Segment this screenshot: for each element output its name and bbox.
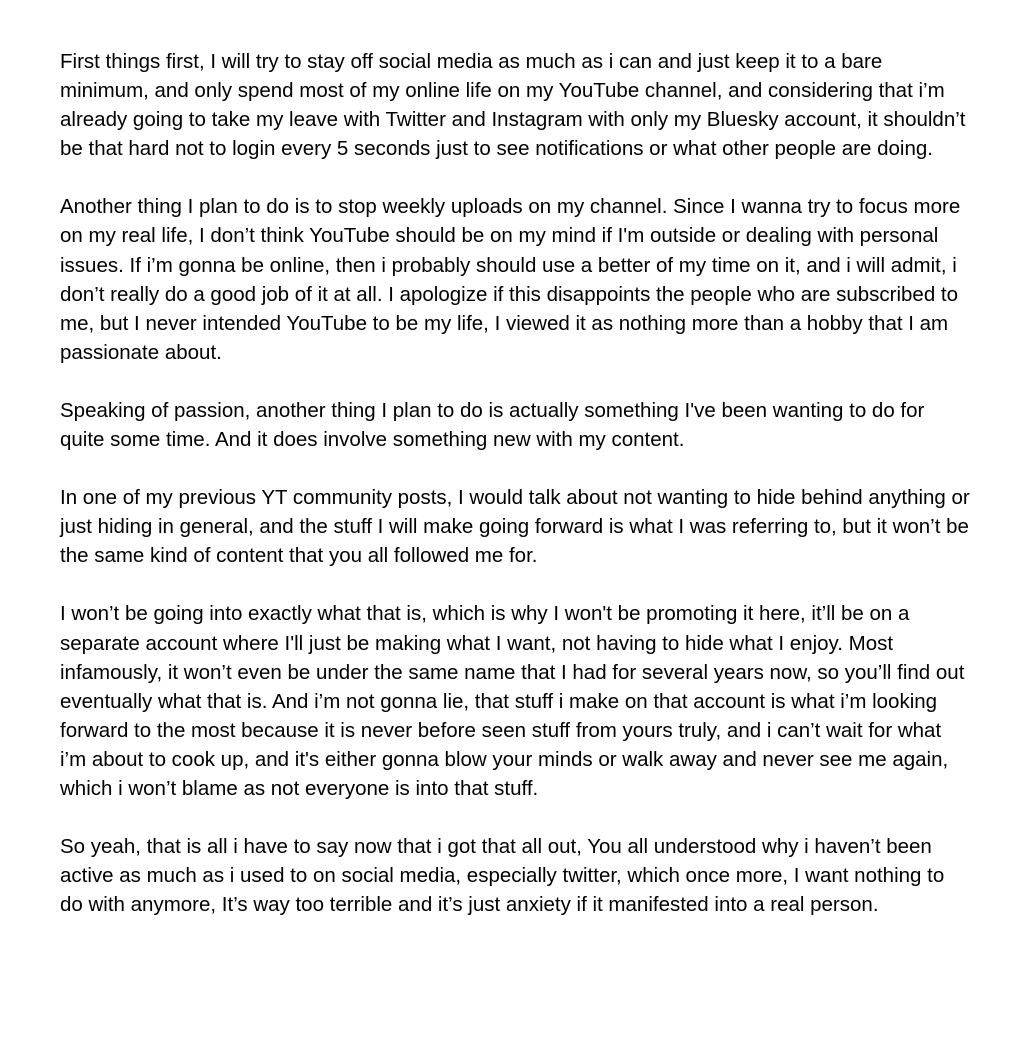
paragraph-weekly-uploads: Another thing I plan to do is to stop weekly uploads on my channel. Since I wanna try to focus more on my real life, I don’t think YouTube should be on my mind if I'm outside or dealing with personal issues. If i’m gonna be online, then i probably should use a better of my time on it, and i will admit, i don’t really do a good job of it at all. I apologize if this disappoints the people who are subscribed to me, but I never intended YouTube to be my life, I viewed it as nothing more than a hobby that I am passionate about. [60,195,961,364]
paragraph-community-posts: In one of my previous YT community posts, I would talk about not wanting to hide behind anything or just hiding in general, and the stuff I will make going forward is what I was referring to, but it won’t be the same kind of content that you all followed me for. [60,486,970,568]
paragraph-closing-note: So yeah, that is all i have to say now that i got that all out, You all understood why i haven’t been active as much as i used to on social media, especially twitter, which once more, I want nothing to do with anymore, It’s way too terrible and it’s just anxiety if it manifested into a real person. [60,835,945,917]
document-body [60,47,972,919]
paragraph-separate-account: I won’t be going into exactly what that is, which is why I won't be promoting it here, it’ll be on a separate account where I'll just be making what I want, not having to hide what I enjoy. Most infamously, it won’t even be under the same name that I had for several years now, so you’ll find out eventually what that is. And i’m not gonna lie, that stuff i make on that account is what i’m looking forward to the most because it is never before seen stuff from yours truly, and i can’t wait for what i’m about to cook up, and it's either gonna blow your minds or walk away and never see me again, which i won’t blame as not everyone is into that stuff. [60,602,965,800]
paragraph-social-media: First things first, I will try to stay off social media as much as i can and just keep it to a bare minimum, and only spend most of my online life on my YouTube channel, and considering that i’m already going to take my leave with Twitter and Instagram with only my Bluesky account, it shouldn’t be that hard not to login every 5 seconds just to see notifications or what other people are doing. [60,50,966,161]
paragraph-new-content: Speaking of passion, another thing I plan to do is actually something I've been wanting to do for quite some time. And it does involve something new with my content. [60,398,925,452]
